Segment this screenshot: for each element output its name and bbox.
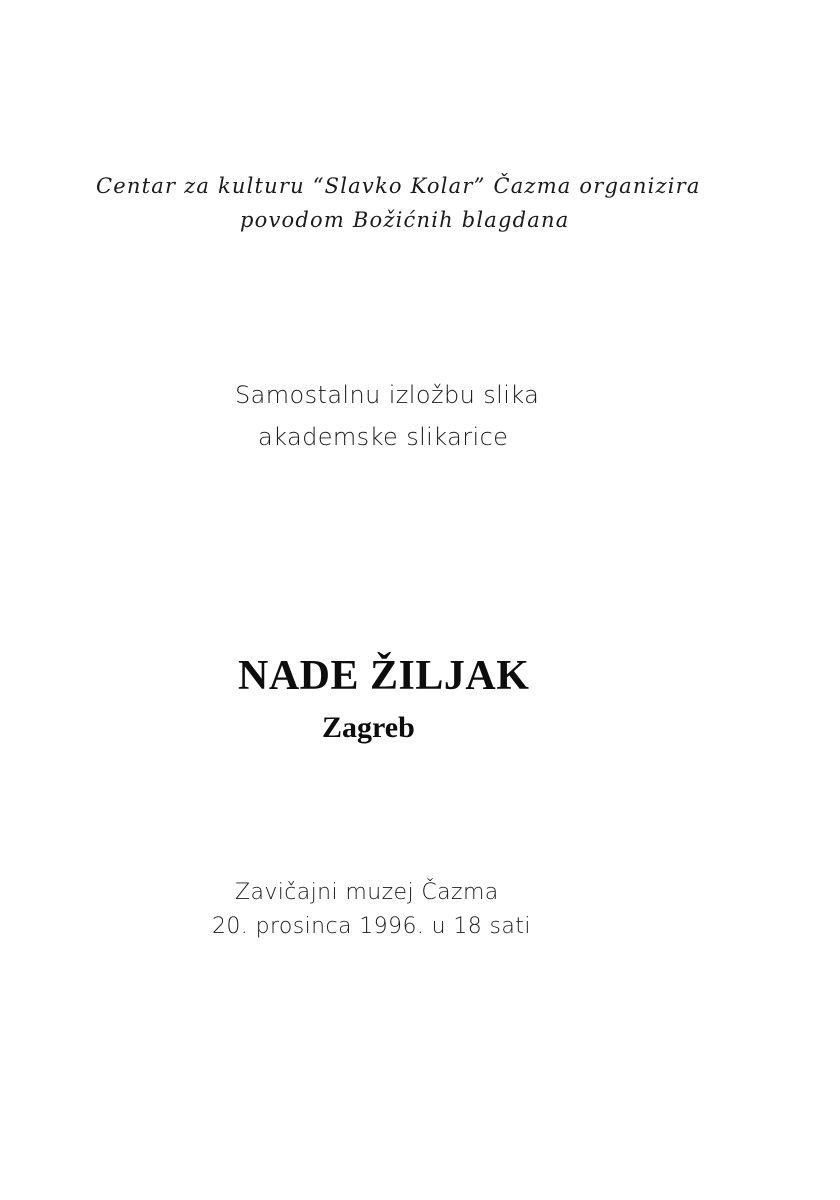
artist-name: NADE ŽILJAK bbox=[238, 653, 530, 699]
occasion-line: povodom Božićnih blagdana bbox=[240, 208, 570, 232]
artist-city: Zagreb bbox=[322, 711, 415, 744]
artist-description-line: akademske slikarice bbox=[258, 423, 509, 451]
venue-line: Zavičajni muzej Čazma bbox=[235, 880, 499, 905]
date-time-line: 20. prosinca 1996. u 18 sati bbox=[212, 914, 531, 939]
organizer-line: Centar za kulturu “Slavko Kolar” Čazma organizira bbox=[96, 174, 701, 198]
exhibition-title-line: Samostalnu izložbu slika bbox=[235, 381, 540, 409]
